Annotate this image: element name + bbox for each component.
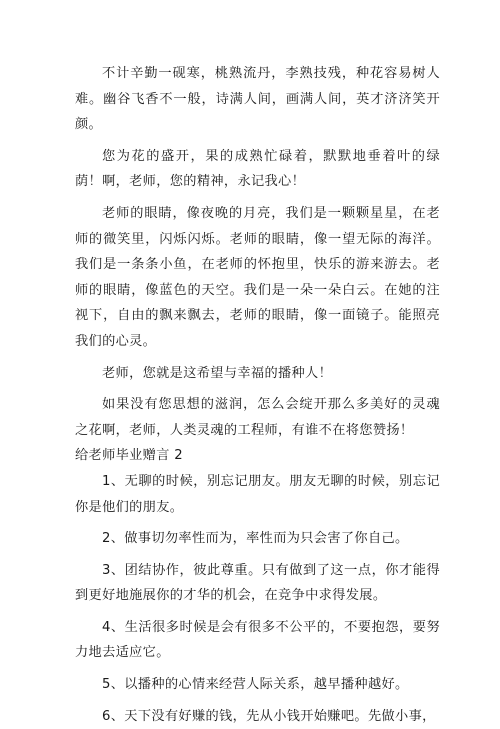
list-item-2: 2、做事切勿率性而为，率性而为只会害了你自己。 bbox=[102, 531, 409, 547]
section-heading: 给老师毕业赠言 2 bbox=[75, 448, 184, 464]
list-item-4: 4、生活很多时候是会有很多不公平的，不要抱怨，要努力地去适应它。 bbox=[75, 619, 440, 661]
list-item-3: 3、团结协作，彼此尊重。只有做到了这一点，你才能得到更好地施展你的才华的机会，在竞争中求得发展。 bbox=[75, 562, 440, 604]
list-item-1: 1、无聊的时候，别忘记朋友。朋友无聊的时候，别忘记你是他们的朋友。 bbox=[75, 473, 440, 515]
paragraph-5: 如果没有您思想的滋润，怎么会绽开那么多美好的灵魂之花啊，老师，人类灵魂的工程师，有谁不在将您赞扬！ bbox=[75, 397, 440, 438]
paragraph-4: 老师，您就是这希望与幸福的播种人！ bbox=[102, 365, 333, 381]
list-item-5: 5、以播种的心情来经营人际关系，越早播种越好。 bbox=[102, 677, 409, 693]
paragraph-2: 您为花的盛开，果的成熟忙碌着，默默地垂着叶的绿荫！啊，老师，您的精神，永记我心！ bbox=[75, 148, 440, 190]
paragraph-1: 不计辛勤一砚寒，桃熟流丹，李熟技残，种花容易树人难。幽谷飞香不一般，诗满人间，画满人间，英才济济笑开颜。 bbox=[75, 66, 440, 133]
paragraph-3: 老师的眼睛，像夜晚的月亮，我们是一颗颗星星，在老师的微笑里，闪烁闪烁。老师的眼睛，像一望无际的海洋。我们是一条条小鱼，在老师的怀抱里，快乐的游来游去。老师的眼睛，像蓝色的天空。我们是一朵一朵白云。在她的注视下，自由的飘来飘去，老师的眼睛，像一面镜子。能照亮我们的心灵。 bbox=[75, 205, 440, 349]
list-item-6: 6、天下没有好赚的钱，先从小钱开始赚吧。先做小事， bbox=[102, 708, 436, 724]
